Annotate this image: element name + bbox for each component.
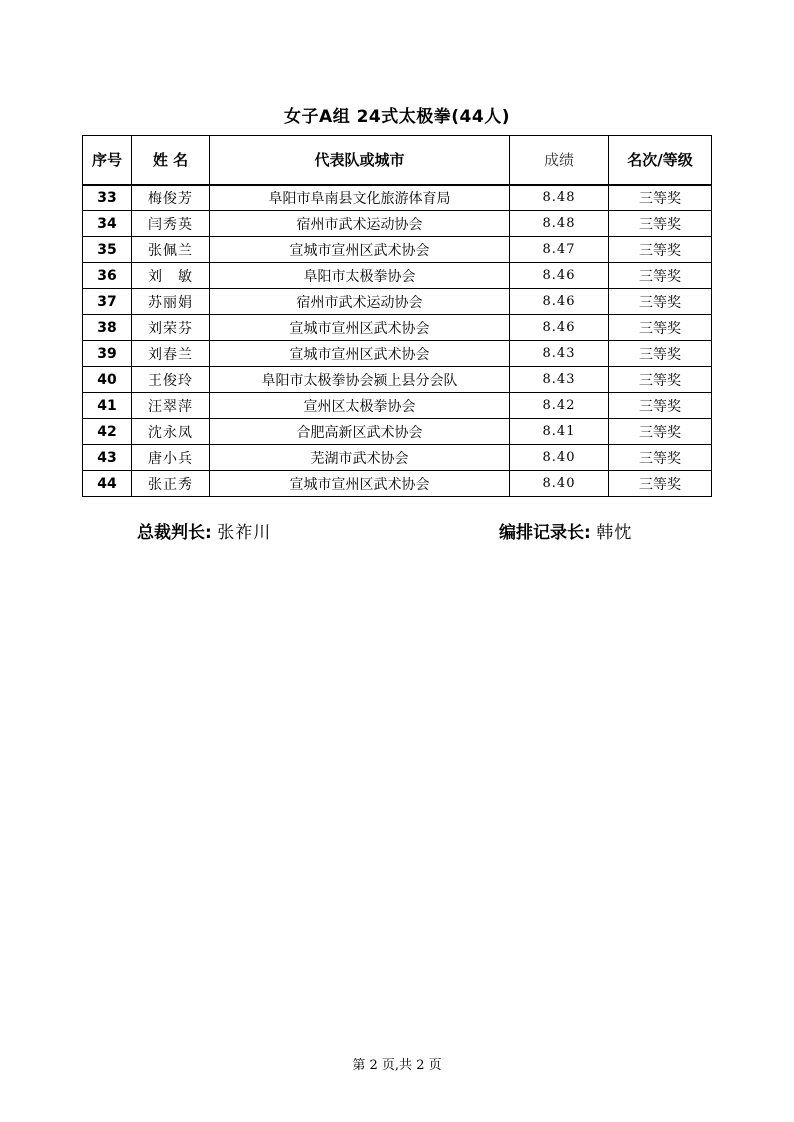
cell-score: 8.40 bbox=[510, 471, 609, 497]
cell-team: 宿州市武术运动协会 bbox=[210, 289, 510, 315]
cell-team: 宣城市宣州区武术协会 bbox=[210, 341, 510, 367]
cell-rank: 三等奖 bbox=[609, 471, 712, 497]
cell-score: 8.48 bbox=[510, 185, 609, 211]
table-row bbox=[83, 471, 712, 497]
cell-seq: 43 bbox=[83, 445, 132, 471]
cell-team: 阜阳市太极拳协会 bbox=[210, 263, 510, 289]
cell-rank: 三等奖 bbox=[609, 211, 712, 237]
recorder-label: 编排记录长: bbox=[499, 523, 591, 543]
cell-team: 阜阳市阜南县文化旅游体育局 bbox=[210, 185, 510, 211]
table-row bbox=[83, 393, 712, 419]
table-row bbox=[83, 211, 712, 237]
cell-rank: 三等奖 bbox=[609, 263, 712, 289]
cell-rank: 三等奖 bbox=[609, 393, 712, 419]
recorder bbox=[499, 518, 632, 543]
chief-referee bbox=[137, 518, 271, 543]
cell-name: 刘春兰 bbox=[132, 341, 210, 367]
cell-seq: 39 bbox=[83, 341, 132, 367]
cell-rank: 三等奖 bbox=[609, 289, 712, 315]
cell-name: 刘 敏 bbox=[132, 263, 210, 289]
cell-score: 8.43 bbox=[510, 367, 609, 393]
cell-name: 苏丽娟 bbox=[132, 289, 210, 315]
cell-rank: 三等奖 bbox=[609, 419, 712, 445]
cell-team: 宣城市宣州区武术协会 bbox=[210, 315, 510, 341]
cell-score: 8.43 bbox=[510, 341, 609, 367]
recorder-name: 韩忱 bbox=[596, 523, 633, 543]
cell-seq: 35 bbox=[83, 237, 132, 263]
cell-score: 8.48 bbox=[510, 211, 609, 237]
cell-rank: 三等奖 bbox=[609, 315, 712, 341]
results-table bbox=[82, 135, 712, 497]
cell-seq: 42 bbox=[83, 419, 132, 445]
cell-seq: 38 bbox=[83, 315, 132, 341]
cell-rank: 三等奖 bbox=[609, 367, 712, 393]
table-row bbox=[83, 419, 712, 445]
chief-referee-name: 张祚川 bbox=[217, 523, 272, 543]
table-header-row bbox=[83, 136, 712, 185]
table-row bbox=[83, 263, 712, 289]
table-row bbox=[83, 289, 712, 315]
header-team: 代表队或城市 bbox=[210, 136, 510, 185]
cell-score: 8.42 bbox=[510, 393, 609, 419]
header-score: 成绩 bbox=[510, 136, 609, 185]
table-row bbox=[83, 445, 712, 471]
page-title: 女子A组 24式太极拳(44人) bbox=[284, 107, 510, 127]
cell-score: 8.40 bbox=[510, 445, 609, 471]
table-row bbox=[83, 185, 712, 211]
cell-score: 8.46 bbox=[510, 289, 609, 315]
cell-score: 8.46 bbox=[510, 263, 609, 289]
cell-name: 张正秀 bbox=[132, 471, 210, 497]
cell-team: 宣州区太极拳协会 bbox=[210, 393, 510, 419]
cell-team: 芜湖市武术协会 bbox=[210, 445, 510, 471]
header-rank: 名次/等级 bbox=[609, 136, 712, 185]
cell-team: 合肥高新区武术协会 bbox=[210, 419, 510, 445]
table-row bbox=[83, 315, 712, 341]
page-number: 第 2 页,共 2 页 bbox=[352, 1058, 442, 1073]
table-row bbox=[83, 367, 712, 393]
cell-name: 刘荣芬 bbox=[132, 315, 210, 341]
table-body bbox=[83, 185, 712, 497]
cell-name: 张佩兰 bbox=[132, 237, 210, 263]
table-row bbox=[83, 341, 712, 367]
cell-seq: 41 bbox=[83, 393, 132, 419]
cell-seq: 44 bbox=[83, 471, 132, 497]
cell-seq: 37 bbox=[83, 289, 132, 315]
cell-name: 唐小兵 bbox=[132, 445, 210, 471]
header-seq: 序号 bbox=[83, 136, 132, 185]
cell-name: 闫秀英 bbox=[132, 211, 210, 237]
cell-seq: 34 bbox=[83, 211, 132, 237]
cell-name: 王俊玲 bbox=[132, 367, 210, 393]
cell-rank: 三等奖 bbox=[609, 237, 712, 263]
cell-score: 8.47 bbox=[510, 237, 609, 263]
cell-seq: 40 bbox=[83, 367, 132, 393]
cell-team: 阜阳市太极拳协会颍上县分会队 bbox=[210, 367, 510, 393]
cell-score: 8.41 bbox=[510, 419, 609, 445]
cell-seq: 33 bbox=[83, 185, 132, 211]
cell-team: 宣城市宣州区武术协会 bbox=[210, 471, 510, 497]
chief-referee-label: 总裁判长: bbox=[137, 523, 212, 543]
table-row bbox=[83, 237, 712, 263]
cell-name: 汪翠萍 bbox=[132, 393, 210, 419]
cell-team: 宿州市武术运动协会 bbox=[210, 211, 510, 237]
cell-seq: 36 bbox=[83, 263, 132, 289]
cell-name: 梅俊芳 bbox=[132, 185, 210, 211]
cell-score: 8.46 bbox=[510, 315, 609, 341]
cell-name: 沈永凤 bbox=[132, 419, 210, 445]
cell-rank: 三等奖 bbox=[609, 445, 712, 471]
cell-team: 宣城市宣州区武术协会 bbox=[210, 237, 510, 263]
header-name: 姓 名 bbox=[132, 136, 210, 185]
cell-rank: 三等奖 bbox=[609, 185, 712, 211]
cell-rank: 三等奖 bbox=[609, 341, 712, 367]
